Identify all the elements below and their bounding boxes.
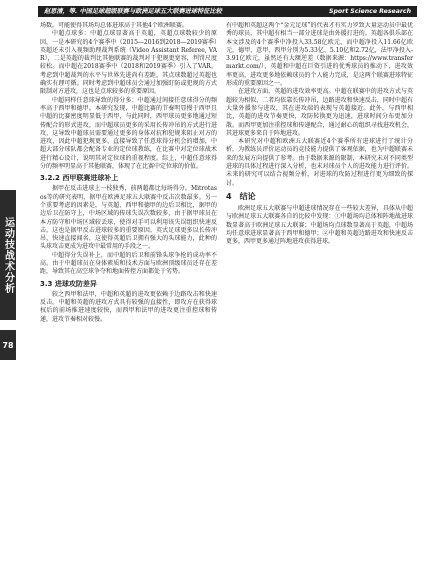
running-header-title: 赵思清，等. 中国足球超级联赛与欧洲足球五大联赛进球特征比较 <box>44 8 222 15</box>
paragraph: 中超点球多：中超点球显著高于英超，英超点球数较少的原因，一是本研究的4个赛季中（2015—2016到2018—2019赛季）英超还未引入视频助理裁判系统（Video Assistant Referee, VAR），二是英超的裁判比其他联赛的裁判对于犯规更宽容，判罚尺度较松。而中超在2018赛季中（2018和2019赛季）引入了VAR，考虑到中超裁判的水平与世界先进尚有差距，其点球数超过英超也确实有理可循。同时考虑到中超球员会通过加强盯防或犯规的方式限制对方进攻，这也是点球较多的重要原因。 <box>40 30 217 96</box>
running-header <box>38 6 417 17</box>
paragraph: 中超同样任意球导致的得分多：中超通过间接任意球得分的频率高于西甲和德甲。本研究发现，中超比赛的节奏明显慢于西甲且中超的比赛密度明显低于西甲，与此同时，西甲球员更多地通过短传配合的形式进攻，而中超球员更多的采用长传冲吊的方式进行进攻，这导致中超球员需要通过更多的身体对抗和犯规来阻止对方的进攻，因此中超犯规更多，直接导致了任意球得分机会的增加，中超大部分球队都会配备专业的定位球教练，在比赛中对定位球战术进行精心设计，说明其对定位球的重视程度。综上，中超任意球得分的频率明显高于其他联赛，体现了在比赛中定位球的价值。 <box>40 96 217 171</box>
journal-name: Sport Science Research <box>329 8 411 15</box>
paragraph: 有中超和英超这两个“金元足球”的代表才有实力罗致大量运动员中最优秀的球员，其中超有相当一部分进球是由外援打进的。英超各俱乐部在本文涉及的4个赛季中净投入33.58亿欧元，而中超净投入11.66亿欧元，德甲、意甲、西甲分别为5.33亿、5.10亿和2.72亿，法甲净投入-3.91亿欧元，虽然还有大额逆差（数据来源：https://www.transfermarkt.com/），英超和中超在巨资引进的优秀球员的推动下，进攻效率更高，进攻更多地依赖球员的个人能力完成，是这两个联赛进球特征形成的重要原因之一。 <box>226 22 413 88</box>
page-number: 78 <box>0 330 16 360</box>
paragraph: 场数，可能使得其场均总体进球高于其他4个欧洲联赛。 <box>40 22 188 29</box>
paragraph: 在进攻方面，英超的进攻效率更高。中超在联赛中的进攻方式与英超较为相似，二者均依靠长传冲吊，边路进攻和快速反击，同时中超有大量外援参与进攻，其在进攻端的表现与英超接近。此外，与西甲相比，英超的进攻节奏更快，攻防转换更为迅速，进球时间分布更加分散。而西甲更加注重控球和传递配合，通过耐心的组织寻找进攻机会，其进球更多来自于阵地进攻。 <box>226 88 413 137</box>
left-column <box>40 22 217 577</box>
section-side-tab <box>0 190 16 320</box>
paragraph: 中超得分失误补上，而中超的后卫和前锋头球争抢的成功率不高。由于中超球员在身体素质和技术方面与欧洲顶级球员还存在差距，导致其在高空球争夺和地面传控方面都处于劣势。 <box>40 251 217 276</box>
paragraph: 欧洲足球五大联赛与中超进球情况存在一些较大差异，具体从中超与欧洲足球五大联赛各自的比较中发现：①中超场均总体和阵地战进球数显著高于欧洲足球五大联赛；中超场均点球数显著高于英超，中超场均任意球进球显著高于西甲和德甲；②中超和英超边路进攻和快速反击更多，西甲更多通过阵地进攻获得进球。 <box>226 204 413 246</box>
paragraph: 据甲在反击进球上一枝独秀，前两超都比每场得分。Mitrotasos等的研究表明，据甲在欧洲足球五大联赛中反击次数最多。另一个重要考虑的因素是，与英超、西甲和德甲的边后卫相比，据甲的边后卫在防守上，中场区域的传球失误次数较多，由于据甲球员在本方防守和中场区域较丢球，使得对手可以利用该失误组织快速反击，这也是据甲反击进球较多的重要原因。英式足球更多以长传冲吊，快速直接闻名，这使得英超后卫拥有强大的头球能力，此种的头球攻击更成为进攻中最常用的手段之一。 <box>40 185 217 251</box>
section-heading-3-3: 3.3 进球攻防差异 <box>40 279 97 288</box>
paragraph: 较之西甲和法甲，中超和英超的进攻更依赖于边路攻击和快速反击。中超和英超的进攻方式具有较强的直接性，即攻方在获得球权后的前场推进速度较快，而西甲和法甲的进攻更注重控球和传递，进攻节奏相对较慢。 <box>40 290 217 323</box>
right-column <box>226 22 413 577</box>
paragraph: 本研究对中超和欧洲五大联赛近4个赛季所有进球进行了统计分析，为教练员评价运动员的竞技能力提供了客观依据，也为中超联赛未来的发展方向提供了参考。由于数据来源的限制，本研究未对不同类型进球的具体过程进行深入分析，也未对球员个人的进攻能力进行评价。未来的研究可以结合视频分析，对进球的攻防过程进行更为细致的探讨。 <box>226 138 413 187</box>
section-heading-conclusion: 4 结论 <box>226 191 256 201</box>
section-side-label: 运动技战术分析 <box>2 216 14 294</box>
section-heading-3-2-2: 3.2.2 西甲联赛进球补上 <box>40 174 119 183</box>
